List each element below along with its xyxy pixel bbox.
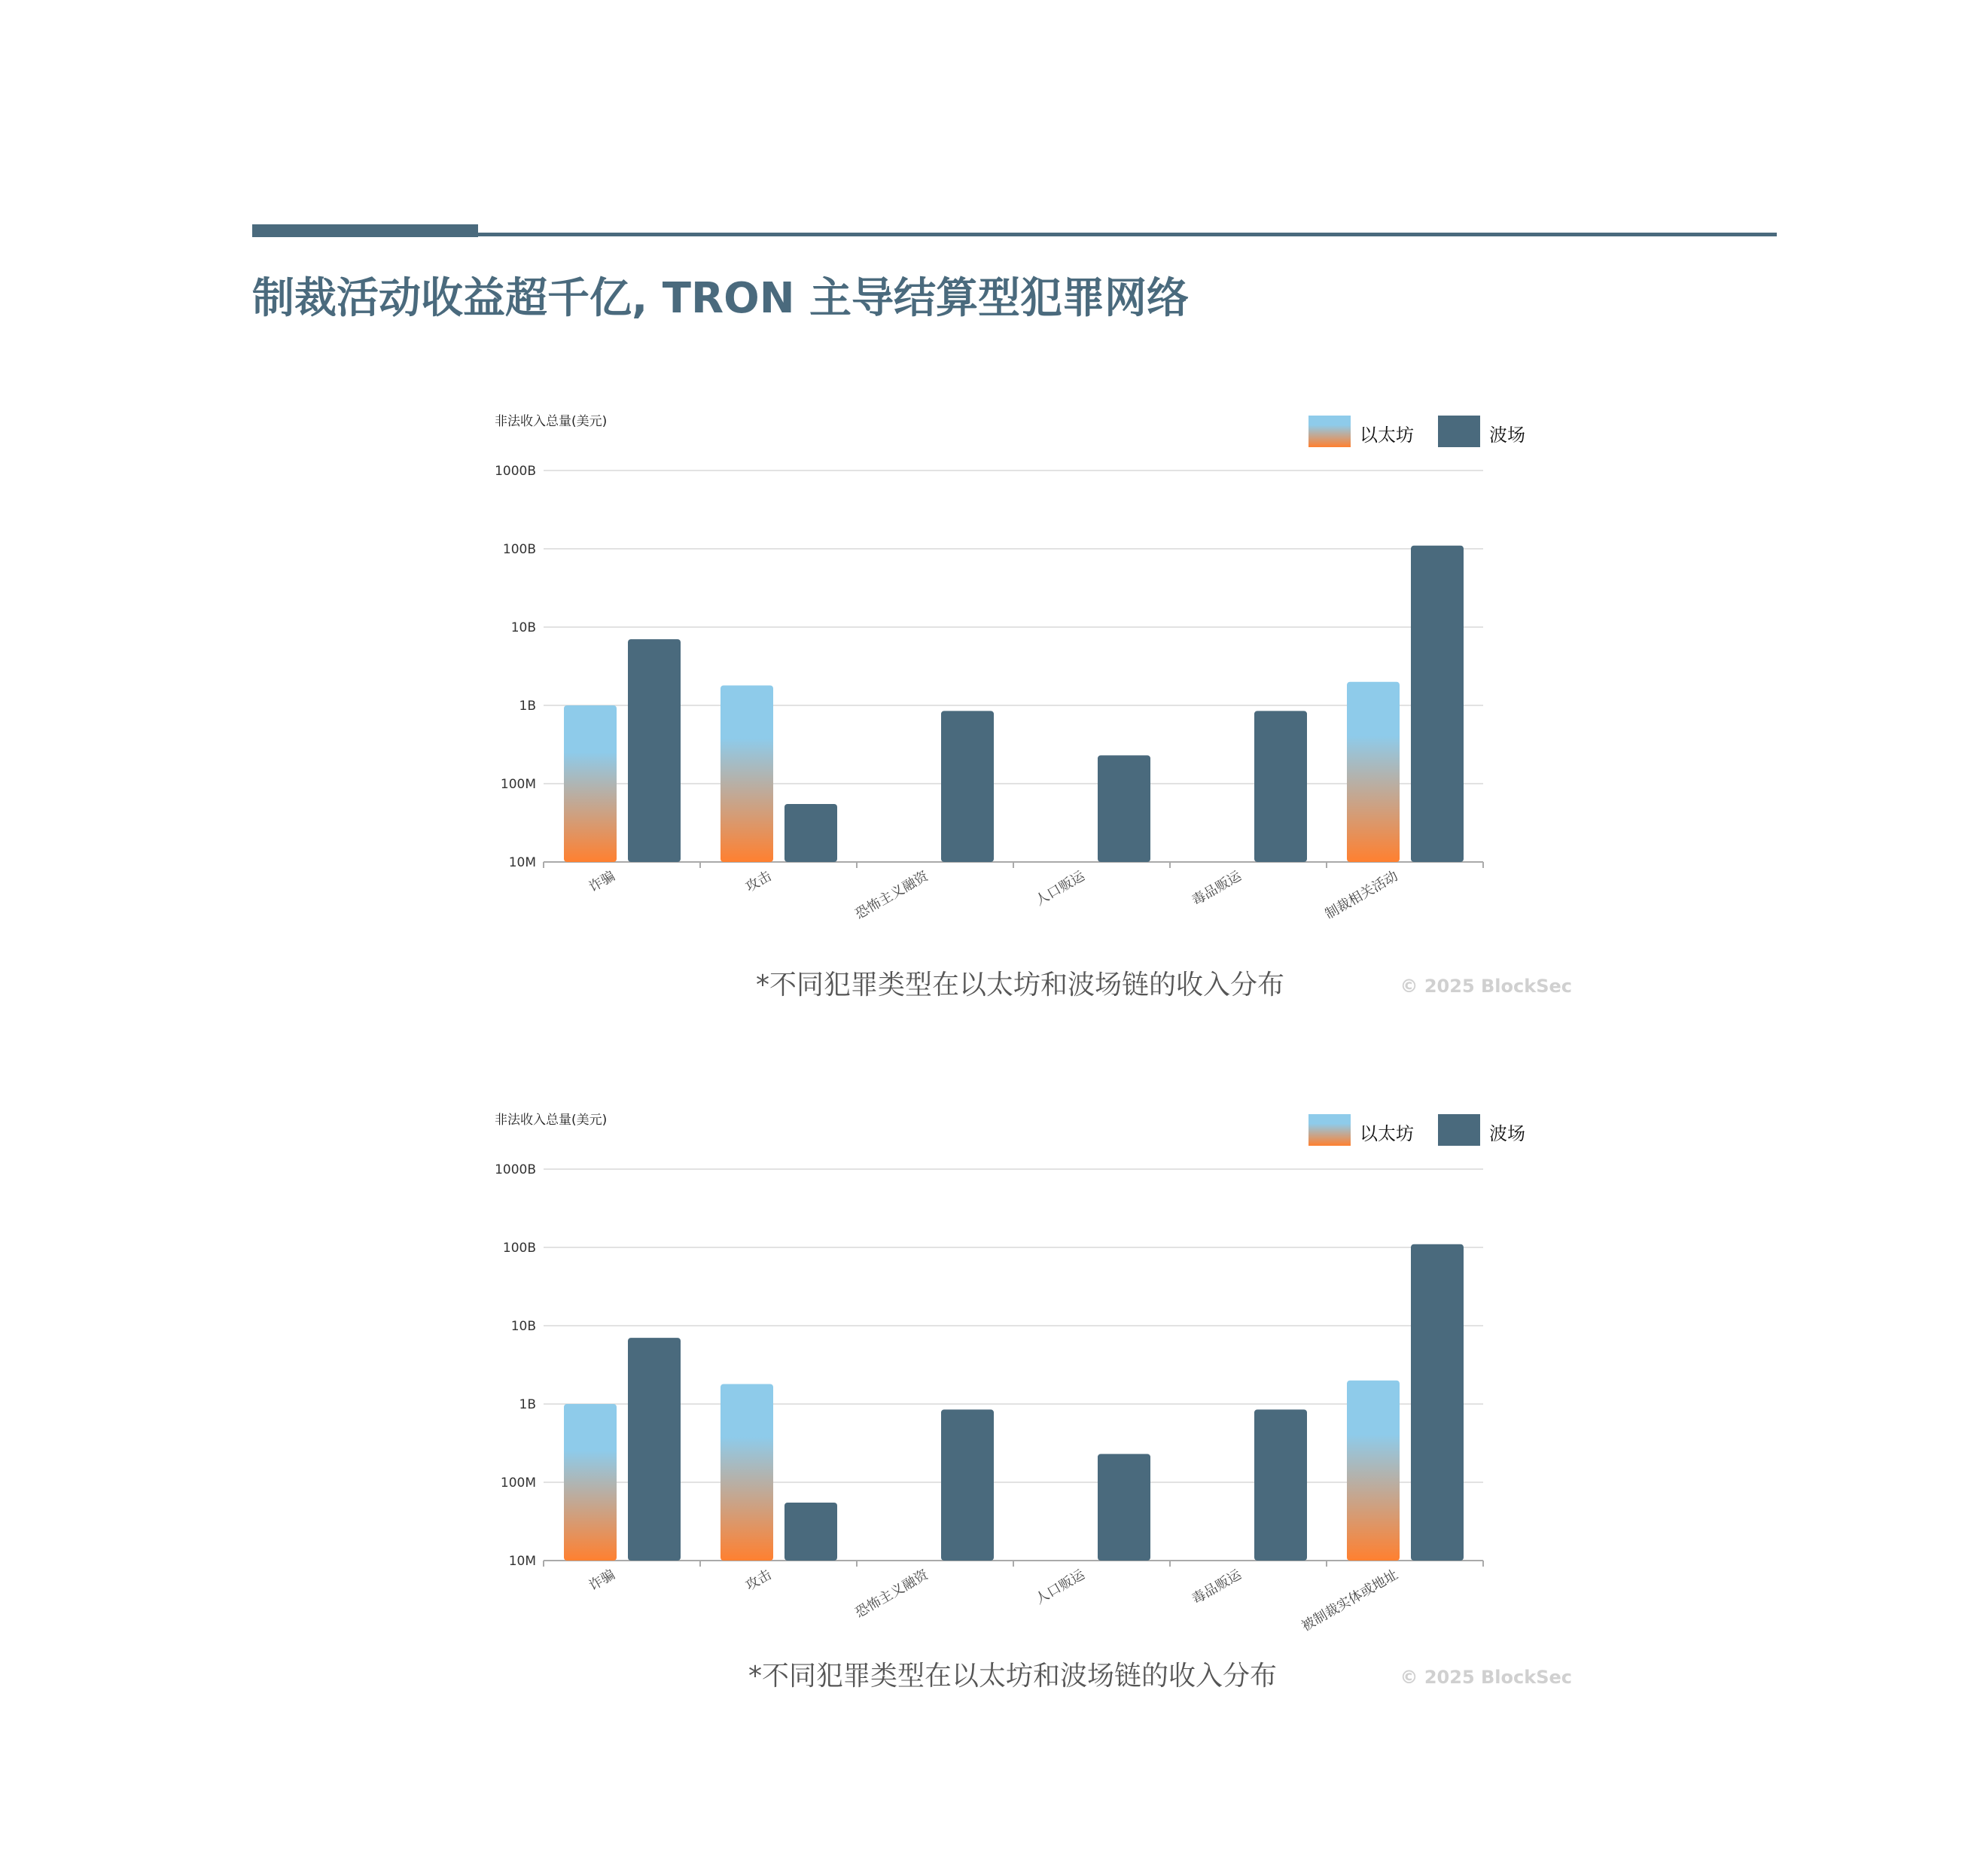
y-tick-label: 10B <box>510 1319 536 1334</box>
legend-label-ethereum: 以太坊 <box>1360 425 1414 446</box>
bar-tron <box>784 1503 837 1561</box>
x-tick-label: 制裁相关活动 <box>1322 868 1401 923</box>
y-tick-label: 10M <box>508 1554 536 1569</box>
bar-tron <box>941 1409 994 1561</box>
x-tick-label: 诈骗 <box>586 868 618 896</box>
y-tick-label: 10M <box>508 855 536 870</box>
header-rule <box>252 224 1777 237</box>
legend-label-ethereum: 以太坊 <box>1360 1123 1414 1144</box>
x-tick-label: 人口贩运 <box>1032 1567 1088 1608</box>
bar-ethereum <box>720 1384 773 1561</box>
bar-ethereum <box>1347 682 1400 862</box>
x-tick-label: 毒品贩运 <box>1189 868 1244 909</box>
legend-label-tron: 波场 <box>1489 1123 1525 1144</box>
bar-ethereum <box>1347 1381 1400 1561</box>
bar-tron <box>1411 1244 1464 1561</box>
y-tick-label: 1B <box>519 1397 536 1412</box>
bar-tron <box>941 711 994 862</box>
bar-ethereum <box>564 1404 617 1561</box>
header-rule-thin <box>252 233 1777 236</box>
legend-label-tron: 波场 <box>1489 425 1525 446</box>
y-axis-label: 非法收入总量(美元) <box>495 1113 608 1128</box>
y-axis-label: 非法收入总量(美元) <box>495 414 608 429</box>
bar-tron <box>1098 755 1150 862</box>
x-tick-label: 恐怖主义融资 <box>852 868 931 923</box>
chart-caption: *不同犯罪类型在以太坊和波场链的收入分布 <box>755 970 1285 1000</box>
bar-tron <box>628 639 681 862</box>
bar-tron <box>1098 1454 1150 1561</box>
bar-tron <box>1254 711 1307 862</box>
y-tick-label: 1B <box>519 699 536 714</box>
bar-tron <box>784 804 837 862</box>
chart-caption: *不同犯罪类型在以太坊和波场链的收入分布 <box>748 1661 1278 1692</box>
bar-ethereum <box>720 685 773 862</box>
y-tick-label: 100M <box>500 1476 536 1491</box>
watermark: © 2025 BlockSec <box>1400 1667 1572 1688</box>
y-tick-label: 1000B <box>495 1162 536 1177</box>
bar-chart-1 <box>0 391 1965 1069</box>
x-tick-label: 恐怖主义融资 <box>852 1567 931 1622</box>
x-tick-label: 人口贩运 <box>1032 868 1088 909</box>
y-tick-label: 100B <box>502 542 536 557</box>
bar-tron <box>628 1338 681 1561</box>
bar-ethereum <box>564 705 617 862</box>
x-tick-label: 被制裁实体或地址 <box>1299 1567 1401 1635</box>
y-tick-label: 100M <box>500 777 536 792</box>
y-tick-label: 100B <box>502 1241 536 1256</box>
y-tick-label: 1000B <box>495 464 536 479</box>
x-tick-label: 毒品贩运 <box>1189 1567 1244 1608</box>
y-tick-label: 10B <box>510 620 536 635</box>
bar-chart-2 <box>0 1090 1965 1768</box>
bar-tron <box>1411 546 1464 862</box>
legend-swatch-ethereum <box>1308 416 1351 447</box>
legend-swatch-tron <box>1438 416 1480 447</box>
x-tick-label: 攻击 <box>742 868 775 896</box>
x-tick-label: 攻击 <box>742 1567 775 1594</box>
page-title: 制裁活动收益超千亿, TRON 主导结算型犯罪网络 <box>252 274 1190 323</box>
legend-swatch-tron <box>1438 1114 1480 1146</box>
legend-swatch-ethereum <box>1308 1114 1351 1146</box>
watermark: © 2025 BlockSec <box>1400 976 1572 997</box>
bar-tron <box>1254 1409 1307 1561</box>
x-tick-label: 诈骗 <box>586 1567 618 1594</box>
